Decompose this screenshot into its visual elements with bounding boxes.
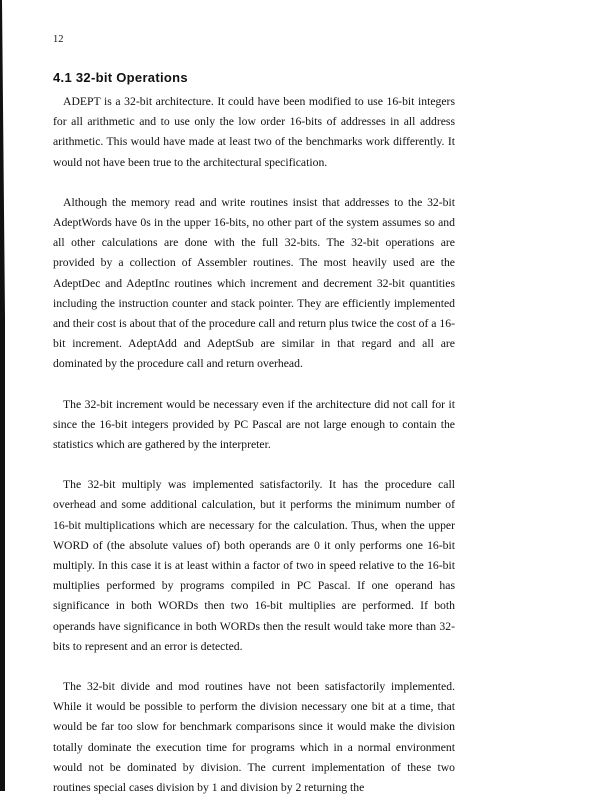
paragraph-4: The 32-bit multiply was implemented satisfactorily. It has the procedure call overhead and some additional calculation, but it performs the minimum number of 16-bit multiplications which are necessary for the calculation. Thus, when the upper WORD of (the absolute values of) both operands are 0 it only performs one 16-bit multiply. In this case it is at least within a factor of two in speed relative to the 16-bit multiplies performed by programs compiled in PC Pascal. If one operand has significance in both WORDs then two 16-bit multiplies are performed. If both operands have significance in both WORDs then the result would take more than 32-bits to represent and an error is detected. [53,478,455,653]
paragraph-2: Although the memory read and write routines insist that addresses to the 32-bit AdeptWords have 0s in the upper 16-bits, no other part of the system assumes so and all other calculations are done with the full 32-bits. The 32-bit operations are provided by a collection of Assembler routines. The most heavily used are the AdeptDec and AdeptInc routines which increment and decrement 32-bit quantities including the instruction counter and stack pointer. They are efficiently implemented and their cost is about that of the procedure call and return plus twice the cost of a 16-bit increment. AdeptAdd and AdeptSub are similar in that regard and all are dominated by the procedure call and return overhead. [53,195,455,371]
paragraph-1: ADEPT is a 32-bit architecture. It could have been modified to use 16-bit integers for all arithmetic and to use only the low order 16-bits of addresses in all address arithmetic. This would have made at least two of the benchmarks work differently. It would not have been true to the architectural specification. [53,95,455,169]
body-text [53,92,455,798]
section-heading: 4.1 32-bit Operations [53,70,188,85]
paragraph-3: The 32-bit increment would be necessary even if the architecture did not call for it since the 16-bit integers provided by PC Pascal are not large enough to contain the statistics which are gathered by the interpreter. [53,397,455,452]
paragraph-5: The 32-bit divide and mod routines have not been satisfactorily implemented. While it would be possible to perform the division necessary one bit at a time, that would be far too slow for benchmark comparisons since it would make the division totally dominate the execution time for programs which in a normal environment would not be dominated by division. The current implementation of these two routines special cases division by 1 and division by 2 returning the [53,680,455,795]
page-number: 12 [53,34,64,45]
